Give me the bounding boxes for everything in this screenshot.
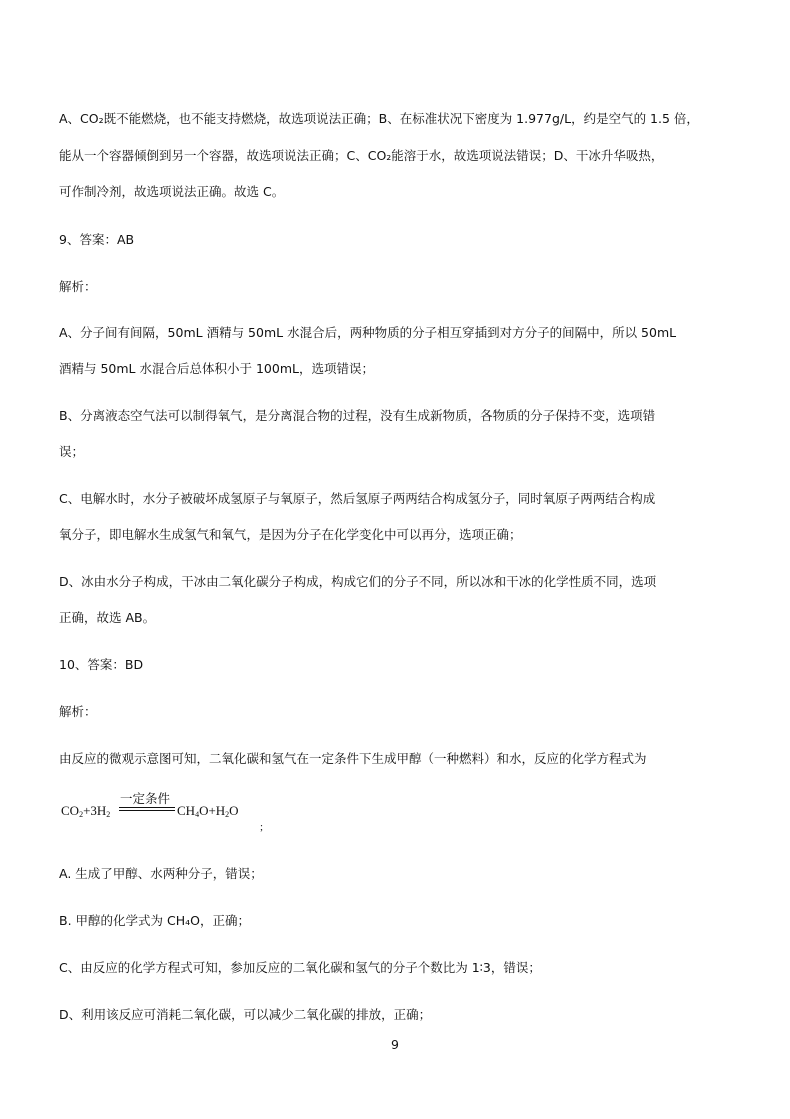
q8-line-2: 能从一个容器倾倒到另一个容器，故选项说法正确；C、CO₂能溶于水，故选项说法错误；D、干冰升华吸热， — [59, 148, 664, 163]
q9-line-d1: D、冰由水分子构成，干冰由二氧化碳分子构成，构成它们的分子不同，所以冰和干冰的化学性质不同，选项 — [59, 574, 657, 589]
q9-analysis-label: 解析： — [59, 279, 97, 294]
q10-line-b: B. 甲醇的化学式为 CH₄O，正确； — [59, 913, 250, 928]
q9-line-d2: 正确，故选 AB。 — [59, 610, 156, 625]
q10-answer: 10、答案：BD — [59, 657, 144, 672]
chemical-equation — [61, 791, 281, 840]
q9-line-a2: 酒精与 50mL 水混合后总体积小于 100mL，选项错误； — [59, 361, 374, 376]
q8-line-3: 可作制冷剂，故选项说法正确。故选 C。 — [59, 184, 285, 199]
q10-line-d: D、利用该反应可消耗二氧化碳，可以减少二氧化碳的排放，正确； — [59, 1007, 432, 1022]
q10-intro: 由反应的微观示意图可知，二氧化碳和氢气在一定条件下生成甲醇（一种燃料）和水，反应的化学方程式为 — [59, 751, 647, 766]
equation-arrow-line-bottom — [119, 810, 175, 811]
equation-semicolon: ; — [260, 821, 264, 833]
q10-line-a: A. 生成了甲醇、水两种分子，错误； — [59, 866, 263, 881]
equation-arrow-line-top — [119, 807, 175, 808]
q9-answer: 9、答案：AB — [59, 232, 135, 247]
q9-line-b2: 误； — [59, 444, 85, 459]
q9-line-b1: B、分离液态空气法可以制得氧气，是分离混合物的过程，没有生成新物质，各物质的分子保持不变，选项错 — [59, 408, 656, 423]
q9-line-c1: C、电解水时，水分子被破坏成氢原子与氧原子，然后氢原子两两结合构成氢分子，同时氧原子两两结合构成 — [59, 491, 656, 506]
equation-condition: 一定条件 — [120, 791, 171, 806]
q10-analysis-label: 解析： — [59, 704, 97, 719]
q9-line-c2: 氧分子，即电解水生成氢气和氧气，是因为分子在化学变化中可以再分，选项正确； — [59, 527, 522, 542]
equation-products: $CH_4O+H_2O$ — [177, 803, 239, 819]
page-number: 9 — [391, 1037, 399, 1052]
q10-line-c: C、由反应的化学方程式可知，参加反应的二氧化碳和氢气的分子个数比为 1∶3，错误； — [59, 960, 541, 975]
q8-line-1: A、CO₂既不能燃烧，也不能支持燃烧，故选项说法正确；B、在标准状况下密度为 1.977g/L，约是空气的 1.5 倍， — [59, 111, 699, 126]
q9-line-a1: A、分子间有间隔，50mL 酒精与 50mL 水混合后，两种物质的分子相互穿插到对方分子的间隔中，所以 50mL — [59, 325, 677, 340]
equation-reactants: $CO_2+3H_2$ — [61, 803, 111, 819]
